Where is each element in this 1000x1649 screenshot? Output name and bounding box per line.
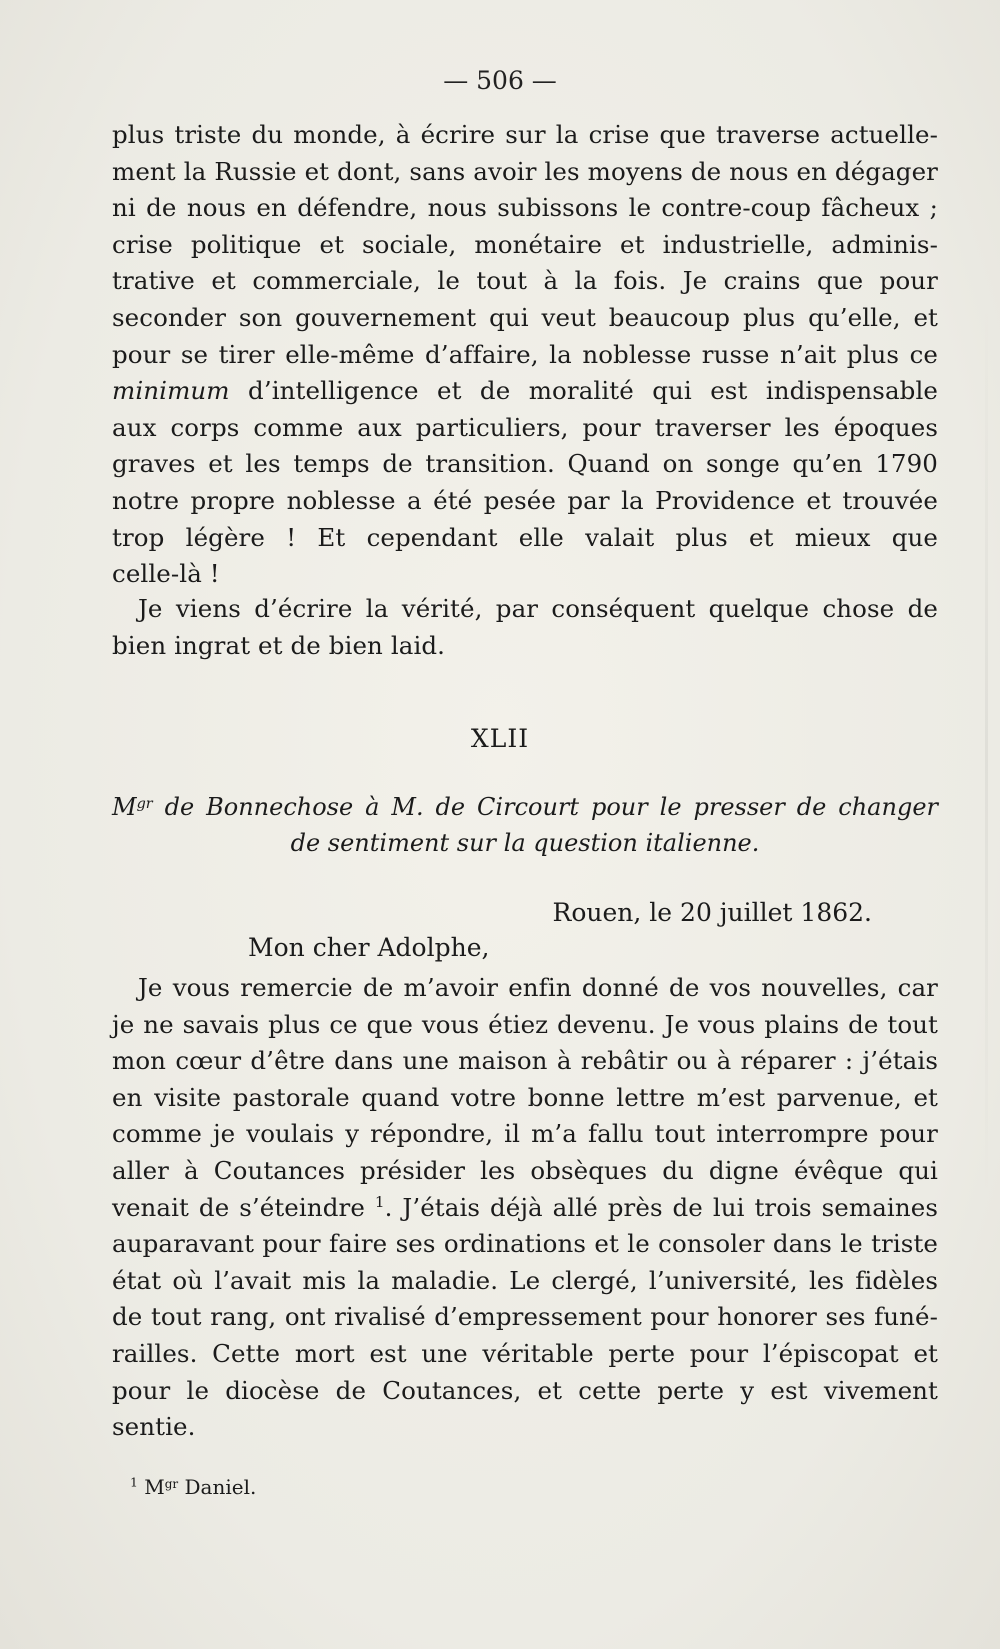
text-line: railles. Cette mort est une véritable perte pour l’épiscopat et [112, 1338, 938, 1368]
chapter-number: XLII [470, 724, 530, 753]
text-line: aux corps comme aux particuliers, pour traverser les époques [112, 412, 938, 442]
text-line: graves et les temps de transition. Quand on songe qu’en 1790 [112, 449, 938, 479]
text-line-start: venait de s’éteindre [112, 1192, 365, 1222]
paragraph-2 [112, 591, 938, 664]
text-line: en visite pastorale quand votre bonne lettre m’est parvenue, et [112, 1082, 938, 1112]
footnote-number: 1 [130, 1474, 138, 1490]
paragraph-1 [112, 117, 938, 593]
heading-line-2: de sentiment sur la question italienne. [290, 829, 760, 858]
text-line: Je viens d’écrire la vérité, par conséquent quelque chose de [138, 594, 938, 623]
heading-prefix-sup: gr [136, 796, 153, 812]
footnote-prefix-sup: gr [164, 1477, 179, 1491]
text-line: sentie. [112, 1412, 196, 1442]
text-line: mon cœur d’être dans une maison à rebâtir ou à réparer : j’étais [112, 1046, 938, 1076]
text-line: trative et commerciale, le tout à la fois. Je crains que pour [112, 266, 938, 296]
footnote [130, 1475, 256, 1499]
text-line: seconder son gouvernement qui veut beaucoup plus qu’elle, et [112, 302, 938, 332]
page-number: — 506 — [443, 66, 557, 95]
footnote-reference[interactable]: 1 [374, 1192, 385, 1211]
text-line: état où l’avait mis la maladie. Le clergé, l’université, les fidèles [112, 1265, 938, 1295]
text-line: comme je voulais y répondre, il m’a fallu tout interrompre pour [112, 1119, 938, 1149]
text-line: pour le diocèse de Coutances, et cette perte y est vivement [112, 1375, 938, 1405]
dateline: Rouen, le 20 juillet 1862. [552, 898, 872, 927]
minimum-word: minimum [112, 376, 230, 406]
text-line: ment la Russie et dont, sans avoir les moyens de nous en dégager [112, 156, 938, 186]
text-line: je ne savais plus ce que vous étiez devenu. Je vous plains de tout [112, 1009, 938, 1039]
paragraph-3 [112, 970, 938, 1446]
page-edge-shadow [985, 300, 988, 1200]
text-line: pour se tirer elle-même d’affaire, la noblesse russe n’ait plus ce [112, 339, 938, 369]
letter-heading [112, 786, 938, 861]
salutation: Mon cher Adolphe, [248, 933, 490, 962]
text-line: plus triste du monde, à écrire sur la crise que traverse actuelle- [112, 120, 938, 149]
footnote-text: Daniel. [178, 1475, 257, 1499]
text-line: bien ingrat et de bien laid. [112, 630, 446, 660]
text-line: crise politique et sociale, monétaire et industrielle, adminis- [112, 229, 938, 259]
footnote-prefix: M [144, 1475, 165, 1499]
text-line: celle-là ! [112, 559, 220, 589]
text-line: de tout rang, ont rivalisé d’empressement pour honorer ses funé- [112, 1302, 938, 1332]
text-line-rest: d’intelligence et de moralité qui est indispensable [248, 376, 938, 406]
text-line: aller à Coutances présider les obsèques du digne évêque qui [112, 1155, 938, 1185]
text-line: Je vous remercie de m’avoir enfin donné de vos nouvelles, car [138, 973, 938, 1002]
heading-line-1 [112, 786, 938, 825]
text-line-with-footnote-ref [112, 1190, 938, 1227]
text-line: notre propre noblesse a été pesée par la Providence et trouvée [112, 485, 938, 515]
heading-line-1-rest: de Bonnechose à M. de Circourt pour le presser de changer [152, 793, 938, 822]
text-line-end: . J’étais déjà allé près de lui trois semaines [384, 1192, 938, 1222]
heading-prefix: M [112, 793, 137, 822]
text-line: trop légère ! Et cependant elle valait plus et mieux que [112, 522, 938, 552]
text-line: ni de nous en défendre, nous subissons le contre-coup fâcheux ; [112, 193, 938, 223]
text-line: auparavant pour faire ses ordinations et le consoler dans le triste [112, 1229, 938, 1259]
text-line-minimum [112, 373, 938, 410]
